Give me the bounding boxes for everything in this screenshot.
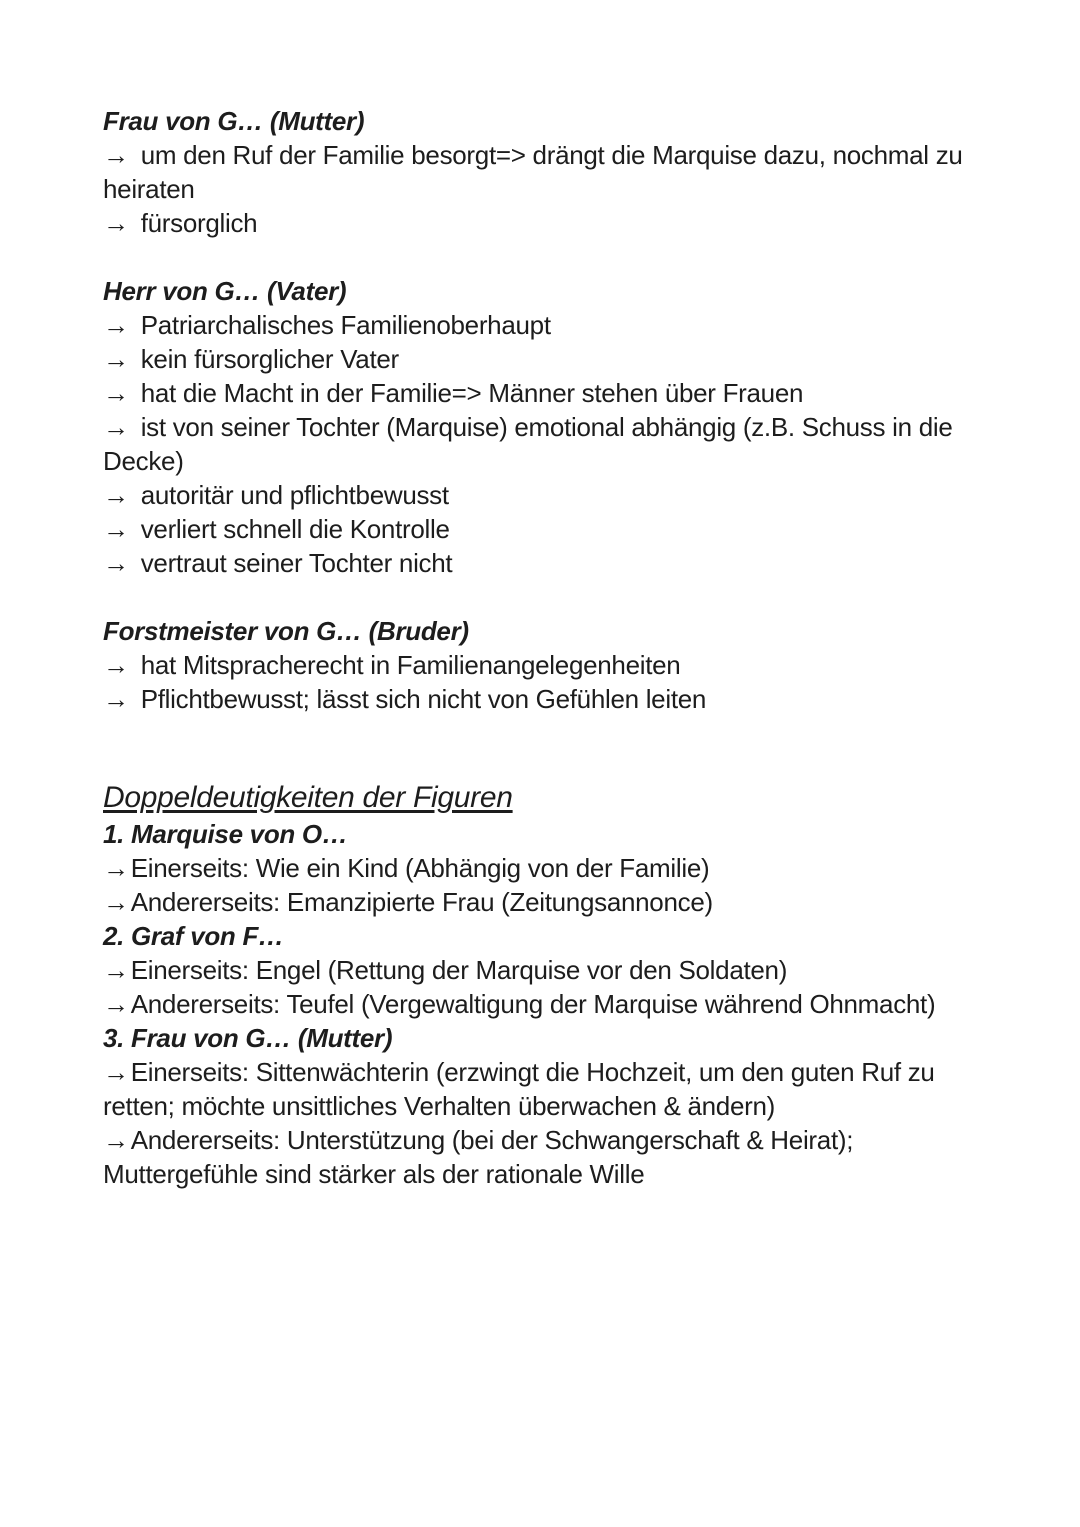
- section-forstmeister-von-g: [103, 614, 983, 716]
- bullet-text: um den Ruf der Familie besorgt=> drängt die Marquise dazu, nochmal zu heiraten: [103, 140, 963, 204]
- bullet-text: hat die Macht in der Familie=> Männer stehen über Frauen: [140, 378, 804, 408]
- bullet-text: kein fürsorglicher Vater: [140, 344, 399, 374]
- document-content: [103, 104, 983, 1191]
- bullet-item: [103, 648, 983, 682]
- section-heading: Herr von G… (Vater): [103, 276, 347, 306]
- entry-heading-frau-von-g: 3. Frau von G… (Mutter): [103, 1023, 393, 1053]
- bullet-text: hat Mitspracherecht in Familienangelegenheiten: [140, 650, 681, 680]
- section-heading: Frau von G… (Mutter): [103, 106, 365, 136]
- arrow-icon: →: [103, 650, 129, 680]
- bullet-item: [103, 138, 983, 206]
- bullet-text: Andererseits: Teufel (Vergewaltigung der Marquise während Ohnmacht): [130, 989, 936, 1019]
- arrow-icon: →: [103, 310, 129, 340]
- ambiguity-title: Doppeldeutigkeiten der Figuren: [103, 781, 513, 814]
- bullet-item: [103, 851, 983, 885]
- arrow-icon: →: [103, 548, 129, 578]
- entry-heading-graf: 2. Graf von F…: [103, 921, 284, 951]
- section-frau-von-g: [103, 104, 983, 240]
- bullet-item: [103, 546, 983, 580]
- arrow-icon: →: [103, 989, 129, 1019]
- arrow-icon: →: [103, 412, 129, 442]
- bullet-item: [103, 987, 983, 1021]
- arrow-icon: →: [103, 1125, 129, 1155]
- section-heading: Forstmeister von G… (Bruder): [103, 616, 469, 646]
- bullet-text: Einerseits: Sittenwächterin (erzwingt die Hochzeit, um den guten Ruf zu retten; möchte unsittliches Verhalten überwachen & ändern): [103, 1057, 935, 1121]
- entry-heading-marquise: 1. Marquise von O…: [103, 819, 348, 849]
- bullet-text: Patriarchalisches Familienoberhaupt: [140, 310, 551, 340]
- bullet-item: [103, 308, 983, 342]
- bullet-text: Andererseits: Emanzipierte Frau (Zeitungsannonce): [130, 887, 713, 917]
- bullet-text: autoritär und pflichtbewusst: [140, 480, 449, 510]
- section-doppeldeutigkeiten: [103, 779, 983, 1191]
- bullet-item: [103, 885, 983, 919]
- bullet-item: [103, 682, 983, 716]
- bullet-item: [103, 512, 983, 546]
- bullet-item: [103, 342, 983, 376]
- arrow-icon: →: [103, 887, 129, 917]
- bullet-text: ist von seiner Tochter (Marquise) emotional abhängig (z.B. Schuss in die Decke): [103, 412, 953, 476]
- section-herr-von-g: [103, 274, 983, 580]
- arrow-icon: →: [103, 853, 129, 883]
- bullet-text: verliert schnell die Kontrolle: [140, 514, 450, 544]
- bullet-item: [103, 410, 983, 478]
- arrow-icon: →: [103, 378, 129, 408]
- arrow-icon: →: [103, 1057, 129, 1087]
- bullet-item: [103, 376, 983, 410]
- bullet-text: Pflichtbewusst; lässt sich nicht von Gefühlen leiten: [140, 684, 707, 714]
- bullet-text: Einerseits: Wie ein Kind (Abhängig von der Familie): [130, 853, 710, 883]
- arrow-icon: →: [103, 684, 129, 714]
- arrow-icon: →: [103, 140, 129, 170]
- arrow-icon: →: [103, 480, 129, 510]
- arrow-icon: →: [103, 208, 129, 238]
- arrow-icon: →: [103, 955, 129, 985]
- bullet-text: Andererseits: Unterstützung (bei der Schwangerschaft & Heirat); Muttergefühle sind stärker als der rationale Wille: [103, 1125, 854, 1189]
- bullet-item: [103, 1123, 983, 1191]
- bullet-text: vertraut seiner Tochter nicht: [140, 548, 453, 578]
- bullet-item: [103, 206, 983, 240]
- bullet-item: [103, 1055, 983, 1123]
- arrow-icon: →: [103, 344, 129, 374]
- bullet-item: [103, 478, 983, 512]
- arrow-icon: →: [103, 514, 129, 544]
- bullet-item: [103, 953, 983, 987]
- bullet-text: Einerseits: Engel (Rettung der Marquise vor den Soldaten): [130, 955, 788, 985]
- bullet-text: fürsorglich: [140, 208, 258, 238]
